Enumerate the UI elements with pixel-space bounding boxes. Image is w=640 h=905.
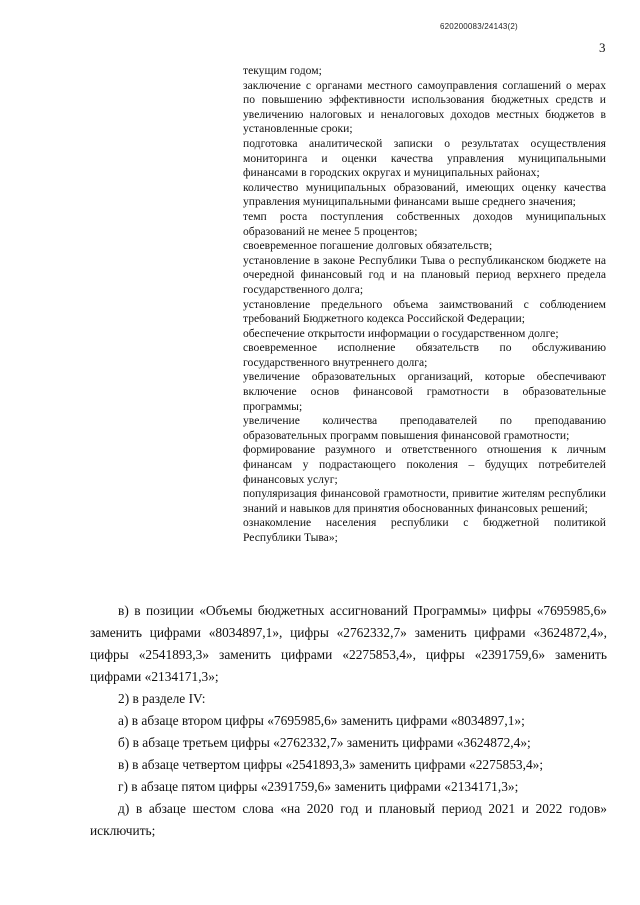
main-body-text xyxy=(90,600,607,842)
page-number: 3 xyxy=(599,40,606,55)
document-code: 620200083/24143(2) xyxy=(440,22,518,31)
list-item: заключение с органами местного самоуправления соглашений о мерах по повышению эффективности использования бюджетных средств и увеличению налоговых и неналоговых доходов местных бюджетов в установленные сроки; xyxy=(243,78,606,136)
indicators-list xyxy=(243,64,606,546)
list-item: подготовка аналитической записки о результатах осуществления мониторинга и оценки качества управления муниципальными финансами в городских округах и муниципальных районах; xyxy=(243,136,606,180)
list-item: обеспечение открытости информации о государственном долге; xyxy=(243,326,559,340)
section-heading: 2) в разделе IV: xyxy=(118,691,206,706)
subitem-d: д) в абзаце шестом слова «на 2020 год и плановый период 2021 и 2022 годов» исключить; xyxy=(90,801,607,838)
subitem-g: г) в абзаце пятом цифры «2391759,6» заменить цифрами «2134171,3»; xyxy=(118,779,519,794)
list-item: увеличение количества преподавателей по преподаванию образовательных программ повышения финансовой грамотности; xyxy=(243,414,606,442)
list-item: своевременное исполнение обязательств по обслуживанию государственного внутреннего долга; xyxy=(243,341,606,369)
list-item: установление предельного объема заимствований с соблюдением требований Бюджетного кодекса Российской Федерации; xyxy=(243,297,606,326)
list-item: установление в законе Республики Тыва о республиканском бюджете на очередной финансовый год и на плановый период верхнего предела государственного долга; xyxy=(243,253,606,296)
list-item: текущим годом; xyxy=(243,64,322,77)
paragraph-v: в) в позиции «Объемы бюджетных ассигнований Программы» цифры «7695985,6» заменить цифрами «8034897,1», цифры «2762332,7» заменить цифрами «3624872,4», цифры «2541893,3» заменить цифрами «2275853,4», цифры «2391759,6» заменить цифрами «2134171,3»; xyxy=(90,603,607,684)
list-item: темп роста поступления собственных доходов муниципальных образований не менее 5 процентов; xyxy=(243,209,606,238)
list-item: популяризация финансовой грамотности, привитие жителям республики знаний и навыков для принятия обоснованных финансовых решений; xyxy=(243,487,606,515)
list-item: увеличение образовательных организаций, которые обеспечивают включение основ финансовой грамотности в образовательные программы; xyxy=(243,370,606,413)
list-item: ознакомление населения республики с бюджетной политикой Республики Тыва»; xyxy=(243,516,606,544)
list-item: своевременное погашение долговых обязательств; xyxy=(243,239,493,253)
list-item: количество муниципальных образований, имеющих оценку качества управления муниципальными финансами выше среднего значения; xyxy=(243,180,606,209)
list-item: формирование разумного и ответственного отношения к личным финансам у подрастающего поколения – будущих потребителей финансовых услуг; xyxy=(243,443,606,486)
subitem-a: а) в абзаце втором цифры «7695985,6» заменить цифрами «8034897,1»; xyxy=(118,713,525,728)
subitem-b: б) в абзаце третьем цифры «2762332,7» заменить цифрами «3624872,4»; xyxy=(118,735,531,750)
subitem-v: в) в абзаце четвертом цифры «2541893,3» заменить цифрами «2275853,4»; xyxy=(118,757,544,772)
